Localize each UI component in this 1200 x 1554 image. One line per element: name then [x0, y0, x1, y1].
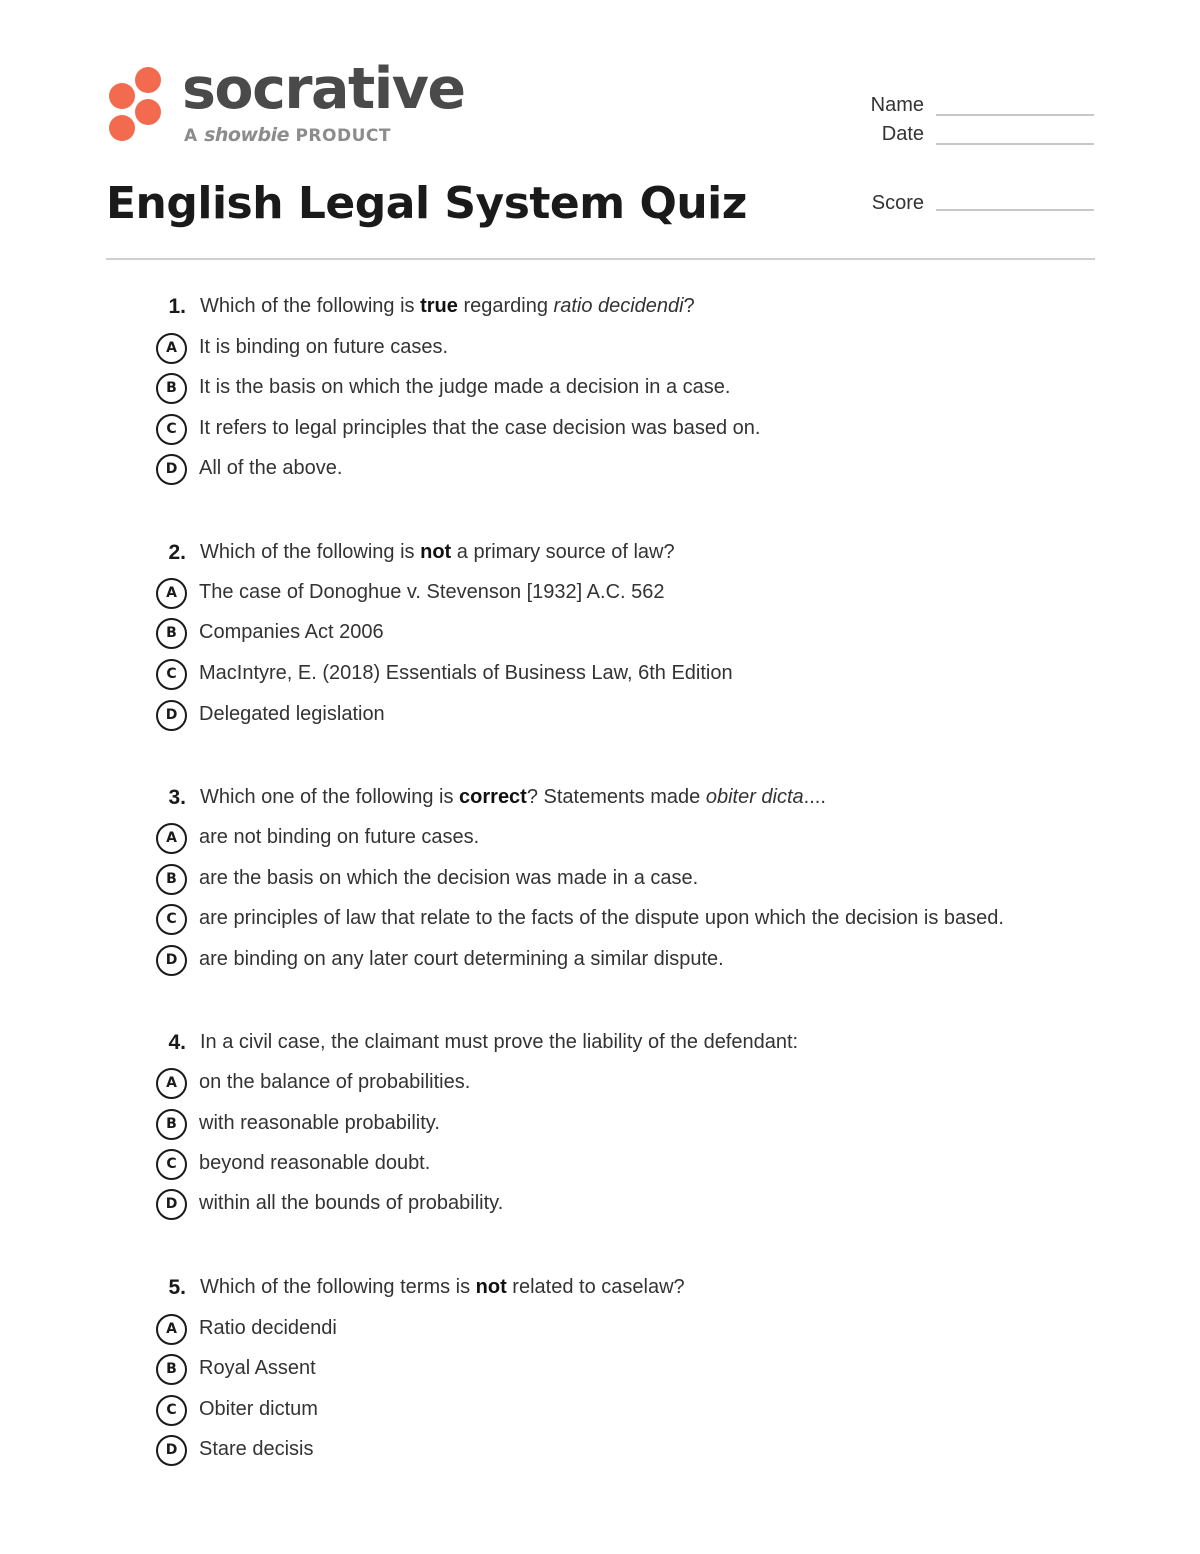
- answer-bubble-b[interactable]: B: [156, 1354, 187, 1385]
- answer-bubble-d[interactable]: D: [156, 454, 187, 485]
- option-a[interactable]: [156, 333, 1136, 367]
- page-title: English Legal System Quiz: [106, 178, 747, 229]
- logo-wordmark: socrative: [182, 56, 465, 122]
- answer-bubble-b[interactable]: B: [156, 373, 187, 404]
- option-text: Royal Assent: [199, 1357, 316, 1379]
- tagline-prefix: A: [184, 126, 198, 146]
- option-b[interactable]: [156, 618, 1136, 652]
- option-a[interactable]: [156, 1314, 1136, 1348]
- question-text: In a civil case, the claimant must prove the liability of the defendant:: [200, 1031, 799, 1053]
- option-c[interactable]: [156, 1395, 1136, 1429]
- answer-bubble-c[interactable]: C: [156, 659, 187, 690]
- answer-bubble-c[interactable]: C: [156, 904, 187, 935]
- option-c[interactable]: [156, 904, 1136, 938]
- option-text: beyond reasonable doubt.: [199, 1152, 431, 1174]
- answer-bubble-c[interactable]: C: [156, 1149, 187, 1180]
- question-number: 1.: [168, 295, 186, 318]
- option-a[interactable]: [156, 578, 1136, 612]
- answer-bubble-a[interactable]: A: [156, 1314, 187, 1345]
- option-d[interactable]: [156, 945, 1136, 979]
- option-c[interactable]: [156, 414, 1136, 448]
- answer-bubble-a[interactable]: A: [156, 1068, 187, 1099]
- option-text: It refers to legal principles that the case decision was based on.: [199, 417, 761, 439]
- option-text: within all the bounds of probability.: [199, 1192, 504, 1214]
- answer-bubble-c[interactable]: C: [156, 1395, 187, 1426]
- option-b[interactable]: [156, 1109, 1136, 1143]
- option-text: The case of Donoghue v. Stevenson [1932] A.C. 562: [199, 581, 665, 603]
- score-line: [936, 209, 1094, 211]
- tagline-brand: showbie: [204, 124, 290, 146]
- question-text: Which of the following terms is not related to caselaw?: [200, 1276, 685, 1298]
- option-d[interactable]: [156, 1189, 1136, 1223]
- date-line: [936, 143, 1094, 145]
- option-text: are the basis on which the decision was made in a case.: [199, 867, 699, 889]
- option-b[interactable]: [156, 864, 1136, 898]
- name-line: [936, 114, 1094, 116]
- answer-bubble-c[interactable]: C: [156, 414, 187, 445]
- option-text: are binding on any later court determining a similar dispute.: [199, 948, 724, 970]
- option-text: on the balance of probabilities.: [199, 1071, 471, 1093]
- option-text: Companies Act 2006: [199, 621, 384, 643]
- tagline-suffix: PRODUCT: [295, 126, 391, 146]
- option-text: It is the basis on which the judge made a decision in a case.: [199, 376, 731, 398]
- question-number: 4.: [168, 1031, 186, 1054]
- option-d[interactable]: [156, 454, 1136, 488]
- option-c[interactable]: [156, 659, 1136, 693]
- option-d[interactable]: [156, 700, 1136, 734]
- answer-bubble-b[interactable]: B: [156, 618, 187, 649]
- option-text: It is binding on future cases.: [199, 336, 449, 358]
- name-label: Name: [870, 94, 924, 116]
- question-number: 5.: [168, 1276, 186, 1299]
- question-text: Which of the following is true regarding ratio decidendi?: [200, 295, 695, 317]
- question-text: Which one of the following is correct? Statements made obiter dicta....: [200, 786, 826, 808]
- answer-bubble-d[interactable]: D: [156, 700, 187, 731]
- option-text: All of the above.: [199, 457, 343, 479]
- option-text: are principles of law that relate to the facts of the dispute upon which the decision is based.: [199, 907, 1004, 929]
- option-b[interactable]: [156, 1354, 1136, 1388]
- answer-bubble-a[interactable]: A: [156, 333, 187, 364]
- answer-bubble-d[interactable]: D: [156, 1189, 187, 1220]
- score-label: Score: [871, 192, 924, 214]
- option-text: MacIntyre, E. (2018) Essentials of Business Law, 6th Edition: [199, 662, 733, 684]
- option-b[interactable]: [156, 373, 1136, 407]
- answer-bubble-a[interactable]: A: [156, 823, 187, 854]
- question-number: 2.: [168, 541, 186, 564]
- option-text: Ratio decidendi: [199, 1317, 337, 1339]
- option-c[interactable]: [156, 1149, 1136, 1183]
- answer-bubble-d[interactable]: D: [156, 945, 187, 976]
- header-divider: [106, 258, 1095, 260]
- option-text: Delegated legislation: [199, 703, 385, 725]
- answer-bubble-b[interactable]: B: [156, 1109, 187, 1140]
- answer-bubble-d[interactable]: D: [156, 1435, 187, 1466]
- question-number: 3.: [168, 786, 186, 809]
- answer-bubble-a[interactable]: A: [156, 578, 187, 609]
- option-text: with reasonable probability.: [199, 1112, 440, 1134]
- logo-tagline: [184, 124, 391, 146]
- option-a[interactable]: [156, 1068, 1136, 1102]
- date-label: Date: [881, 123, 924, 145]
- option-text: Obiter dictum: [199, 1398, 318, 1420]
- option-text: are not binding on future cases.: [199, 826, 480, 848]
- hexagon-cluster-icon: [104, 66, 166, 146]
- option-d[interactable]: [156, 1435, 1136, 1469]
- answer-bubble-b[interactable]: B: [156, 864, 187, 895]
- option-a[interactable]: [156, 823, 1136, 857]
- option-text: Stare decisis: [199, 1438, 314, 1460]
- question-text: Which of the following is not a primary source of law?: [200, 541, 675, 563]
- socrative-logo: [104, 56, 465, 152]
